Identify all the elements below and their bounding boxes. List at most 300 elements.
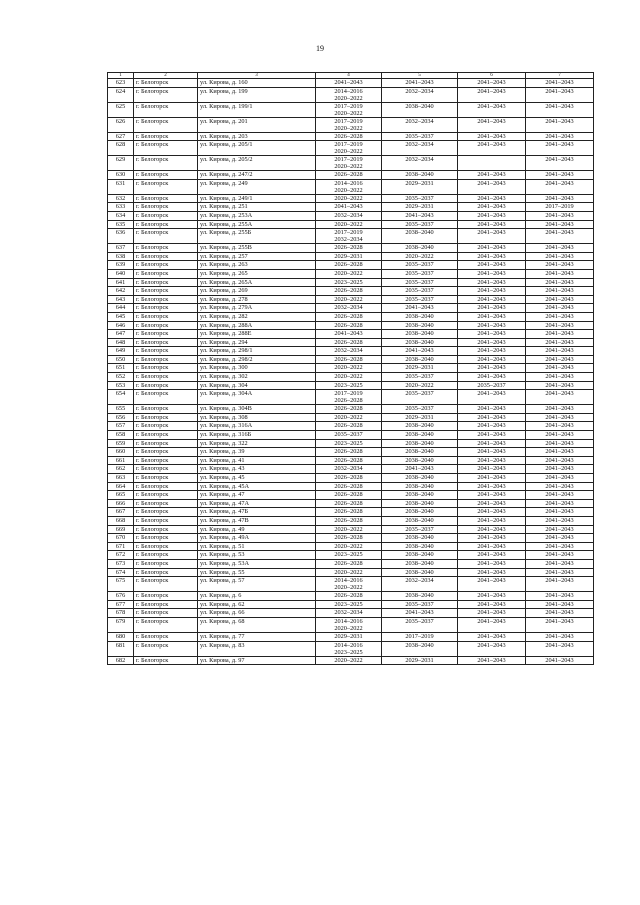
period-2-cell: 2038–2040: [382, 592, 458, 601]
period-2-cell: 2038–2040: [382, 312, 458, 321]
repair-schedule-table: [107, 72, 594, 665]
row-number-cell: 677: [108, 600, 134, 609]
period-1-cell: 2026–2028: [316, 482, 382, 491]
period-1-cell: 2032–2034: [316, 211, 382, 220]
header-cell: 4: [316, 73, 382, 79]
period-4-cell: 2041–2043: [526, 617, 594, 632]
period-3-cell: 2041–2043: [458, 405, 526, 414]
city-cell: г. Белогорск: [134, 117, 198, 132]
row-number-cell: 679: [108, 617, 134, 632]
address-cell: ул. Кирова, д. 249: [198, 179, 316, 194]
city-cell: г. Белогорск: [134, 132, 198, 141]
city-cell: г. Белогорск: [134, 295, 198, 304]
period-2-cell: 2038–2040: [382, 244, 458, 253]
row-number-cell: 681: [108, 641, 134, 656]
row-number-cell: 673: [108, 559, 134, 568]
header-cell: 7: [526, 73, 594, 79]
address-cell: ул. Кирова, д. 83: [198, 641, 316, 656]
period-4-cell: 2041–2043: [526, 304, 594, 313]
address-cell: ул. Кирова, д. 205/2: [198, 156, 316, 171]
period-3-cell: 2041–2043: [458, 338, 526, 347]
period-3-cell: 2041–2043: [458, 641, 526, 656]
period-2-cell: 2035–2037: [382, 194, 458, 203]
city-cell: г. Белогорск: [134, 287, 198, 296]
period-2-cell: 2035–2037: [382, 278, 458, 287]
address-cell: ул. Кирова, д. 322: [198, 439, 316, 448]
city-cell: г. Белогорск: [134, 373, 198, 382]
period-1-cell: 2014–2016 2020–2022: [316, 617, 382, 632]
period-2-cell: 2017–2019: [382, 632, 458, 641]
table-row: [108, 87, 594, 102]
period-4-cell: 2041–2043: [526, 551, 594, 560]
period-2-cell: 2038–2040: [382, 102, 458, 117]
period-2-cell: 2041–2043: [382, 347, 458, 356]
period-1-cell: 2026–2028: [316, 244, 382, 253]
period-4-cell: 2041–2043: [526, 600, 594, 609]
period-3-cell: 2041–2043: [458, 491, 526, 500]
period-4-cell: 2041–2043: [526, 321, 594, 330]
period-1-cell: 2014–2016 2020–2022: [316, 577, 382, 592]
city-cell: г. Белогорск: [134, 632, 198, 641]
period-1-cell: 2014–2016 2020–2022: [316, 87, 382, 102]
period-3-cell: 2041–2043: [458, 656, 526, 665]
row-number-cell: 656: [108, 413, 134, 422]
row-number-cell: 669: [108, 525, 134, 534]
table-row: [108, 117, 594, 132]
period-3-cell: 2041–2043: [458, 269, 526, 278]
period-2-cell: 2029–2031: [382, 203, 458, 212]
period-3-cell: 2041–2043: [458, 171, 526, 180]
table-row: [108, 491, 594, 500]
table-row: [108, 465, 594, 474]
city-cell: г. Белогорск: [134, 347, 198, 356]
row-number-cell: 680: [108, 632, 134, 641]
period-1-cell: 2023–2025: [316, 551, 382, 560]
period-3-cell: 2041–2043: [458, 211, 526, 220]
table-row: [108, 551, 594, 560]
row-number-cell: 667: [108, 508, 134, 517]
city-cell: г. Белогорск: [134, 312, 198, 321]
period-3-cell: 2041–2043: [458, 482, 526, 491]
row-number-cell: 626: [108, 117, 134, 132]
address-cell: ул. Кирова, д. 304А: [198, 390, 316, 405]
row-number-cell: 654: [108, 390, 134, 405]
table-row: [108, 330, 594, 339]
row-number-cell: 627: [108, 132, 134, 141]
period-2-cell: 2038–2040: [382, 330, 458, 339]
address-cell: ул. Кирова, д. 265А: [198, 278, 316, 287]
row-number-cell: 651: [108, 364, 134, 373]
address-cell: ул. Кирова, д. 298/2: [198, 355, 316, 364]
address-cell: ул. Кирова, д. 62: [198, 600, 316, 609]
header-cell: 5: [382, 73, 458, 79]
city-cell: г. Белогорск: [134, 559, 198, 568]
table-row: [108, 456, 594, 465]
city-cell: г. Белогорск: [134, 600, 198, 609]
city-cell: г. Белогорск: [134, 525, 198, 534]
city-cell: г. Белогорск: [134, 211, 198, 220]
city-cell: г. Белогорск: [134, 194, 198, 203]
period-1-cell: 2020–2022: [316, 295, 382, 304]
period-3-cell: 2041–2043: [458, 551, 526, 560]
period-1-cell: 2026–2028: [316, 321, 382, 330]
city-cell: г. Белогорск: [134, 156, 198, 171]
row-number-cell: 676: [108, 592, 134, 601]
period-2-cell: 2038–2040: [382, 439, 458, 448]
period-2-cell: 2035–2037: [382, 295, 458, 304]
address-cell: ул. Кирова, д. 47В: [198, 516, 316, 525]
period-2-cell: 2029–2031: [382, 413, 458, 422]
city-cell: г. Белогорск: [134, 171, 198, 180]
row-number-cell: 641: [108, 278, 134, 287]
table-row: [108, 534, 594, 543]
address-cell: ул. Кирова, д. 298/1: [198, 347, 316, 356]
city-cell: г. Белогорск: [134, 508, 198, 517]
address-cell: ул. Кирова, д. 47А: [198, 499, 316, 508]
city-cell: г. Белогорск: [134, 269, 198, 278]
row-number-cell: 638: [108, 252, 134, 261]
city-cell: г. Белогорск: [134, 534, 198, 543]
period-3-cell: 2041–2043: [458, 252, 526, 261]
address-cell: ул. Кирова, д. 51: [198, 542, 316, 551]
period-4-cell: 2041–2043: [526, 278, 594, 287]
table-row: [108, 499, 594, 508]
table-row: [108, 568, 594, 577]
city-cell: г. Белогорск: [134, 141, 198, 156]
period-2-cell: 2035–2037: [382, 132, 458, 141]
period-4-cell: 2041–2043: [526, 465, 594, 474]
header-cell: 1: [108, 73, 134, 79]
city-cell: г. Белогорск: [134, 439, 198, 448]
period-4-cell: 2041–2043: [526, 592, 594, 601]
address-cell: ул. Кирова, д. 304В: [198, 405, 316, 414]
period-3-cell: 2041–2043: [458, 431, 526, 440]
period-2-cell: 2029–2031: [382, 364, 458, 373]
row-number-cell: 672: [108, 551, 134, 560]
city-cell: г. Белогорск: [134, 491, 198, 500]
table-row: [108, 390, 594, 405]
period-4-cell: 2041–2043: [526, 87, 594, 102]
address-cell: ул. Кирова, д. 39: [198, 448, 316, 457]
period-2-cell: 2038–2040: [382, 542, 458, 551]
period-1-cell: 2026–2028: [316, 405, 382, 414]
row-number-cell: 671: [108, 542, 134, 551]
period-2-cell: 2041–2043: [382, 304, 458, 313]
table-row: [108, 132, 594, 141]
city-cell: г. Белогорск: [134, 278, 198, 287]
period-1-cell: 2014–2016 2023–2025: [316, 641, 382, 656]
table-row: [108, 617, 594, 632]
period-3-cell: 2041–2043: [458, 609, 526, 618]
period-3-cell: 2041–2043: [458, 347, 526, 356]
period-2-cell: 2032–2034: [382, 141, 458, 156]
table-row: [108, 632, 594, 641]
period-4-cell: 2041–2043: [526, 171, 594, 180]
city-cell: г. Белогорск: [134, 456, 198, 465]
city-cell: г. Белогорск: [134, 321, 198, 330]
period-3-cell: 2041–2043: [458, 179, 526, 194]
table-row: [108, 413, 594, 422]
period-4-cell: 2017–2019: [526, 203, 594, 212]
table-row: [108, 312, 594, 321]
period-4-cell: 2041–2043: [526, 269, 594, 278]
period-4-cell: 2041–2043: [526, 338, 594, 347]
period-1-cell: 2017–2019 2020–2022: [316, 117, 382, 132]
period-3-cell: 2041–2043: [458, 439, 526, 448]
row-number-cell: 657: [108, 422, 134, 431]
period-1-cell: 2026–2028: [316, 456, 382, 465]
period-4-cell: 2041–2043: [526, 117, 594, 132]
period-1-cell: 2029–2031: [316, 632, 382, 641]
page-number: 19: [316, 44, 324, 53]
period-4-cell: 2041–2043: [526, 355, 594, 364]
period-3-cell: 2041–2043: [458, 632, 526, 641]
period-3-cell: 2041–2043: [458, 568, 526, 577]
row-number-cell: 675: [108, 577, 134, 592]
city-cell: г. Белогорск: [134, 79, 198, 88]
period-2-cell: 2038–2040: [382, 474, 458, 483]
address-cell: ул. Кирова, д. 255А: [198, 220, 316, 229]
period-2-cell: 2029–2031: [382, 179, 458, 194]
address-cell: ул. Кирова, д. 45А: [198, 482, 316, 491]
city-cell: г. Белогорск: [134, 465, 198, 474]
period-2-cell: 2035–2037: [382, 617, 458, 632]
period-4-cell: 2041–2043: [526, 102, 594, 117]
row-number-cell: 642: [108, 287, 134, 296]
table-row: [108, 295, 594, 304]
row-number-cell: 649: [108, 347, 134, 356]
period-2-cell: 2035–2037: [382, 405, 458, 414]
table-row: [108, 508, 594, 517]
period-3-cell: 2041–2043: [458, 373, 526, 382]
period-2-cell: 2035–2037: [382, 390, 458, 405]
table-row: [108, 179, 594, 194]
period-3-cell: 2041–2043: [458, 508, 526, 517]
row-number-cell: 660: [108, 448, 134, 457]
row-number-cell: 670: [108, 534, 134, 543]
city-cell: г. Белогорск: [134, 499, 198, 508]
period-4-cell: 2041–2043: [526, 568, 594, 577]
city-cell: г. Белогорск: [134, 656, 198, 665]
period-1-cell: 2026–2028: [316, 287, 382, 296]
address-cell: ул. Кирова, д. 199: [198, 87, 316, 102]
table-row: [108, 304, 594, 313]
period-2-cell: 2038–2040: [382, 551, 458, 560]
period-4-cell: 2041–2043: [526, 252, 594, 261]
table-row: [108, 261, 594, 270]
address-cell: ул. Кирова, д. 269: [198, 287, 316, 296]
city-cell: г. Белогорск: [134, 338, 198, 347]
table-row: [108, 338, 594, 347]
period-1-cell: 2020–2022: [316, 413, 382, 422]
period-1-cell: 2026–2028: [316, 508, 382, 517]
period-4-cell: 2041–2043: [526, 439, 594, 448]
period-4-cell: 2041–2043: [526, 244, 594, 253]
period-3-cell: 2041–2043: [458, 79, 526, 88]
period-3-cell: 2041–2043: [458, 499, 526, 508]
period-4-cell: 2041–2043: [526, 220, 594, 229]
period-4-cell: 2041–2043: [526, 641, 594, 656]
address-cell: ул. Кирова, д. 41: [198, 456, 316, 465]
period-2-cell: 2038–2040: [382, 641, 458, 656]
period-4-cell: 2041–2043: [526, 542, 594, 551]
period-2-cell: 2038–2040: [382, 422, 458, 431]
table-row: [108, 516, 594, 525]
period-3-cell: 2041–2043: [458, 261, 526, 270]
city-cell: г. Белогорск: [134, 229, 198, 244]
table-row: [108, 592, 594, 601]
period-4-cell: 2041–2043: [526, 156, 594, 171]
period-4-cell: 2041–2043: [526, 456, 594, 465]
period-2-cell: 2020–2022: [382, 252, 458, 261]
period-1-cell: 2020–2022: [316, 364, 382, 373]
address-cell: ул. Кирова, д. 203: [198, 132, 316, 141]
period-3-cell: 2041–2043: [458, 456, 526, 465]
period-3-cell: 2041–2043: [458, 132, 526, 141]
table-row: [108, 211, 594, 220]
address-cell: ул. Кирова, д. 57: [198, 577, 316, 592]
period-1-cell: 2026–2028: [316, 559, 382, 568]
row-number-cell: 624: [108, 87, 134, 102]
header-cell: 2: [134, 73, 198, 79]
address-cell: ул. Кирова, д. 255Б: [198, 229, 316, 244]
table-row: [108, 381, 594, 390]
period-3-cell: 2041–2043: [458, 390, 526, 405]
table-row: [108, 474, 594, 483]
row-number-cell: 666: [108, 499, 134, 508]
city-cell: г. Белогорск: [134, 474, 198, 483]
city-cell: г. Белогорск: [134, 592, 198, 601]
period-1-cell: 2026–2028: [316, 491, 382, 500]
table-row: [108, 220, 594, 229]
period-3-cell: 2041–2043: [458, 287, 526, 296]
row-number-cell: 658: [108, 431, 134, 440]
period-4-cell: 2041–2043: [526, 508, 594, 517]
period-3-cell: 2041–2043: [458, 448, 526, 457]
period-2-cell: 2041–2043: [382, 211, 458, 220]
period-3-cell: 2041–2043: [458, 102, 526, 117]
period-3-cell: 2041–2043: [458, 592, 526, 601]
period-4-cell: 2041–2043: [526, 229, 594, 244]
row-number-cell: 635: [108, 220, 134, 229]
address-cell: ул. Кирова, д. 300: [198, 364, 316, 373]
table-row: [108, 405, 594, 414]
period-4-cell: 2041–2043: [526, 132, 594, 141]
address-cell: ул. Кирова, д. 257: [198, 252, 316, 261]
period-4-cell: 2041–2043: [526, 632, 594, 641]
table-row: [108, 321, 594, 330]
address-cell: ул. Кирова, д. 77: [198, 632, 316, 641]
table-row: [108, 269, 594, 278]
table-row: [108, 229, 594, 244]
period-4-cell: 2041–2043: [526, 141, 594, 156]
period-1-cell: 2026–2028: [316, 355, 382, 364]
period-2-cell: 2038–2040: [382, 338, 458, 347]
address-cell: ул. Кирова, д. 68: [198, 617, 316, 632]
period-3-cell: 2041–2043: [458, 244, 526, 253]
address-cell: ул. Кирова, д. 53: [198, 551, 316, 560]
row-number-cell: 648: [108, 338, 134, 347]
address-cell: ул. Кирова, д. 316Б: [198, 431, 316, 440]
period-3-cell: 2041–2043: [458, 516, 526, 525]
period-3-cell: 2035–2037: [458, 381, 526, 390]
table-row: [108, 577, 594, 592]
period-1-cell: 2032–2034: [316, 465, 382, 474]
city-cell: г. Белогорск: [134, 220, 198, 229]
address-cell: ул. Кирова, д. 97: [198, 656, 316, 665]
address-cell: ул. Кирова, д. 255В: [198, 244, 316, 253]
city-cell: г. Белогорск: [134, 617, 198, 632]
period-3-cell: 2041–2043: [458, 355, 526, 364]
period-4-cell: 2041–2043: [526, 287, 594, 296]
row-number-cell: 637: [108, 244, 134, 253]
period-1-cell: 2023–2025: [316, 278, 382, 287]
address-cell: ул. Кирова, д. 263: [198, 261, 316, 270]
address-cell: ул. Кирова, д. 49А: [198, 534, 316, 543]
period-1-cell: 2017–2019 2020–2022: [316, 156, 382, 171]
period-4-cell: 2041–2043: [526, 525, 594, 534]
period-1-cell: 2023–2025: [316, 600, 382, 609]
table-row: [108, 448, 594, 457]
city-cell: г. Белогорск: [134, 482, 198, 491]
header-cell: 6: [458, 73, 526, 79]
address-cell: ул. Кирова, д. 251: [198, 203, 316, 212]
period-1-cell: 2026–2028: [316, 499, 382, 508]
period-3-cell: 2041–2043: [458, 617, 526, 632]
row-number-cell: 655: [108, 405, 134, 414]
address-cell: ул. Кирова, д. 6: [198, 592, 316, 601]
row-number-cell: 636: [108, 229, 134, 244]
period-3-cell: 2041–2043: [458, 577, 526, 592]
city-cell: г. Белогорск: [134, 364, 198, 373]
row-number-cell: 643: [108, 295, 134, 304]
period-2-cell: 2029–2031: [382, 656, 458, 665]
period-2-cell: 2038–2040: [382, 171, 458, 180]
period-2-cell: 2041–2043: [382, 465, 458, 474]
period-4-cell: 2041–2043: [526, 211, 594, 220]
city-cell: г. Белогорск: [134, 431, 198, 440]
address-cell: ул. Кирова, д. 43: [198, 465, 316, 474]
table-row: [108, 252, 594, 261]
address-cell: ул. Кирова, д. 288А: [198, 321, 316, 330]
period-1-cell: 2020–2022: [316, 269, 382, 278]
period-1-cell: 2032–2034: [316, 609, 382, 618]
period-2-cell: 2038–2040: [382, 559, 458, 568]
period-1-cell: 2014–2016 2020–2022: [316, 179, 382, 194]
period-4-cell: 2041–2043: [526, 364, 594, 373]
address-cell: ул. Кирова, д. 47Б: [198, 508, 316, 517]
period-1-cell: 2026–2028: [316, 171, 382, 180]
address-cell: ул. Кирова, д. 66: [198, 609, 316, 618]
period-1-cell: 2032–2034: [316, 347, 382, 356]
city-cell: г. Белогорск: [134, 355, 198, 364]
city-cell: г. Белогорск: [134, 516, 198, 525]
address-cell: ул. Кирова, д. 288Е: [198, 330, 316, 339]
address-cell: ул. Кирова, д. 308: [198, 413, 316, 422]
period-1-cell: 2026–2028: [316, 592, 382, 601]
period-4-cell: 2041–2043: [526, 422, 594, 431]
period-1-cell: 2029–2031: [316, 252, 382, 261]
period-1-cell: 2023–2025: [316, 381, 382, 390]
table-row: [108, 439, 594, 448]
city-cell: г. Белогорск: [134, 381, 198, 390]
period-2-cell: 2035–2037: [382, 220, 458, 229]
table-row: [108, 102, 594, 117]
period-3-cell: 2041–2043: [458, 117, 526, 132]
period-3-cell: 2041–2043: [458, 141, 526, 156]
period-3-cell: 2041–2043: [458, 422, 526, 431]
period-4-cell: 2041–2043: [526, 577, 594, 592]
